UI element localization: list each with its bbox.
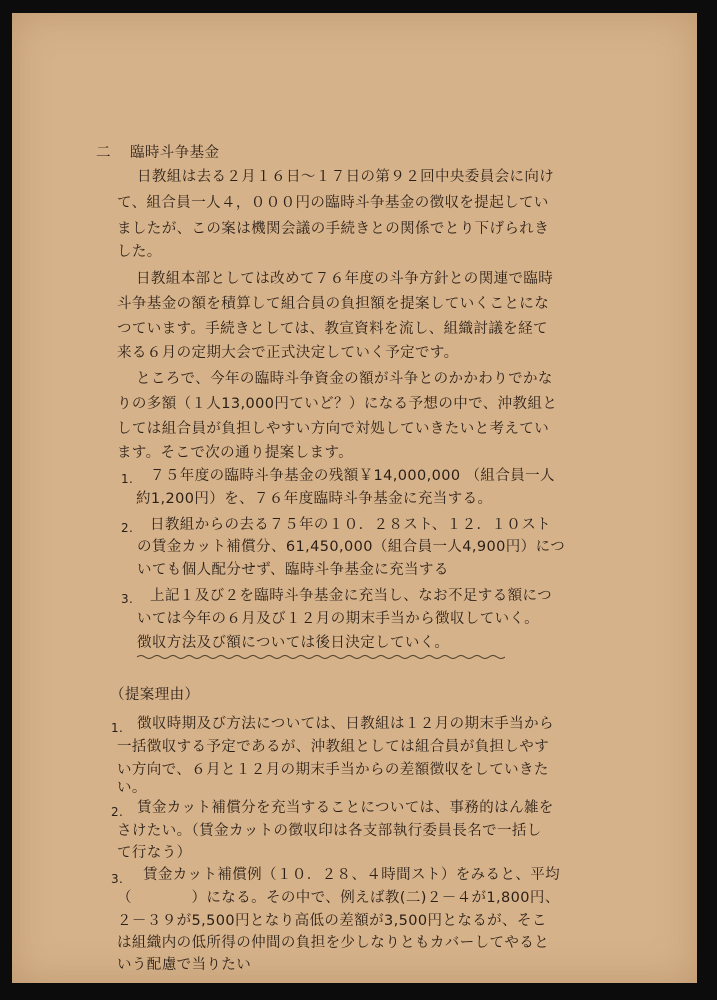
paragraph-line: ます。そこで次の通り提案します。 <box>117 445 354 461</box>
paragraph-line: しては組合員が負担しやすい方向で対処していきたいと考えてい <box>117 421 550 437</box>
item-line: いても個人配分せず、臨時斗争基金に充当する <box>137 562 449 578</box>
paragraph-line: りの多額（１人13,000円ていど？）になる予想の中で、沖教組と <box>117 396 558 412</box>
reason-line: ２－３９が5,500円となり高低の差額が3,500円となるが、そこ <box>117 913 547 929</box>
reason-line: は組織内の低所得の仲間の負担を少しなりともカバーしてやると <box>117 935 550 951</box>
reason-line: て行なう） <box>117 845 192 861</box>
item-number: 2. <box>121 521 134 535</box>
paragraph-line: 来る６月の定期大会で正式決定していく予定です。 <box>117 345 459 361</box>
wavy-underline <box>137 654 505 660</box>
item-line: 約1,200円）を、７６年度臨時斗争基金に充当する。 <box>136 491 493 507</box>
reasons-heading: （提案理由） <box>110 687 200 703</box>
reason-line: いう配慮で当りたい <box>117 957 252 973</box>
paragraph-line: 斗争基金の額を積算して組合員の負担額を提案していくことにな <box>117 296 550 312</box>
reason-line: 賃金カット補償例（１０．２８、４時間スト）をみると、平均 <box>143 867 561 883</box>
paragraph-line: ましたが、この案は機関会議の手続きとの関係でとり下げられき <box>117 221 550 237</box>
item-line: いては今年の６月及び１２月の期末手当から徴収していく。 <box>137 611 540 627</box>
reason-line: 徴収時期及び方法については、日教組は１２月の期末手当から <box>137 716 554 732</box>
reason-line: い。 <box>117 780 147 796</box>
reason-line: （ ）になる。その中で、例えば教(二)２－４が1,800円、 <box>117 890 560 906</box>
paragraph-line: ところで、今年の臨時斗争資金の額が斗争とのかかわりでかな <box>136 371 553 387</box>
paragraph-line: て、組合員一人４，０００円の臨時斗争基金の徴収を提起してい <box>117 195 549 211</box>
item-number: 1. <box>121 472 134 486</box>
reason-line: 一括徴収する予定であるが、沖教組としては組合員が負担しやす <box>117 739 550 755</box>
item-number: 3. <box>121 592 134 606</box>
item-line: の賃金カット補償分、61,450,000（組合員一人4,900円）につ <box>137 539 566 555</box>
item-line: 上記１及び２を臨時斗争基金に充当し、なお不足する額につ <box>150 588 553 604</box>
section-number: 二 <box>96 145 111 161</box>
section-heading: 臨時斗争基金 <box>130 145 220 161</box>
reason-line: 賃金カット補償分を充当することについては、事務的はん雑を <box>137 800 554 816</box>
reason-number: 2. <box>111 805 124 819</box>
item-line: 日教組からの去る７５年の１０．２８スト、１２．１０スト <box>150 517 551 533</box>
item-line: 徴収方法及び額については後日決定していく。 <box>137 635 450 651</box>
paragraph-line: 日教組は去る２月１６日～１７日の第９２回中央委員会に向け <box>137 169 555 185</box>
reason-line: さけたい。（賃金カットの徴収印は各支部執行委員長名で一括し <box>117 823 542 839</box>
reason-number: 3. <box>111 872 124 886</box>
item-line: ７５年度の臨時斗争基金の残額￥14,000,000 （組合員一人 <box>150 468 555 484</box>
reason-line: い方向で、６月と１２月の期末手当からの差額徴収をしていきた <box>117 762 549 778</box>
reason-number: 1. <box>111 721 124 735</box>
paragraph-line: つています。手続きとしては、教宣資料を流し、組織討議を経て <box>117 321 548 337</box>
paragraph-line: した。 <box>117 244 162 260</box>
paragraph-line: 日教組本部としては改めて７６年度の斗争方針との関連で臨時 <box>136 271 554 287</box>
